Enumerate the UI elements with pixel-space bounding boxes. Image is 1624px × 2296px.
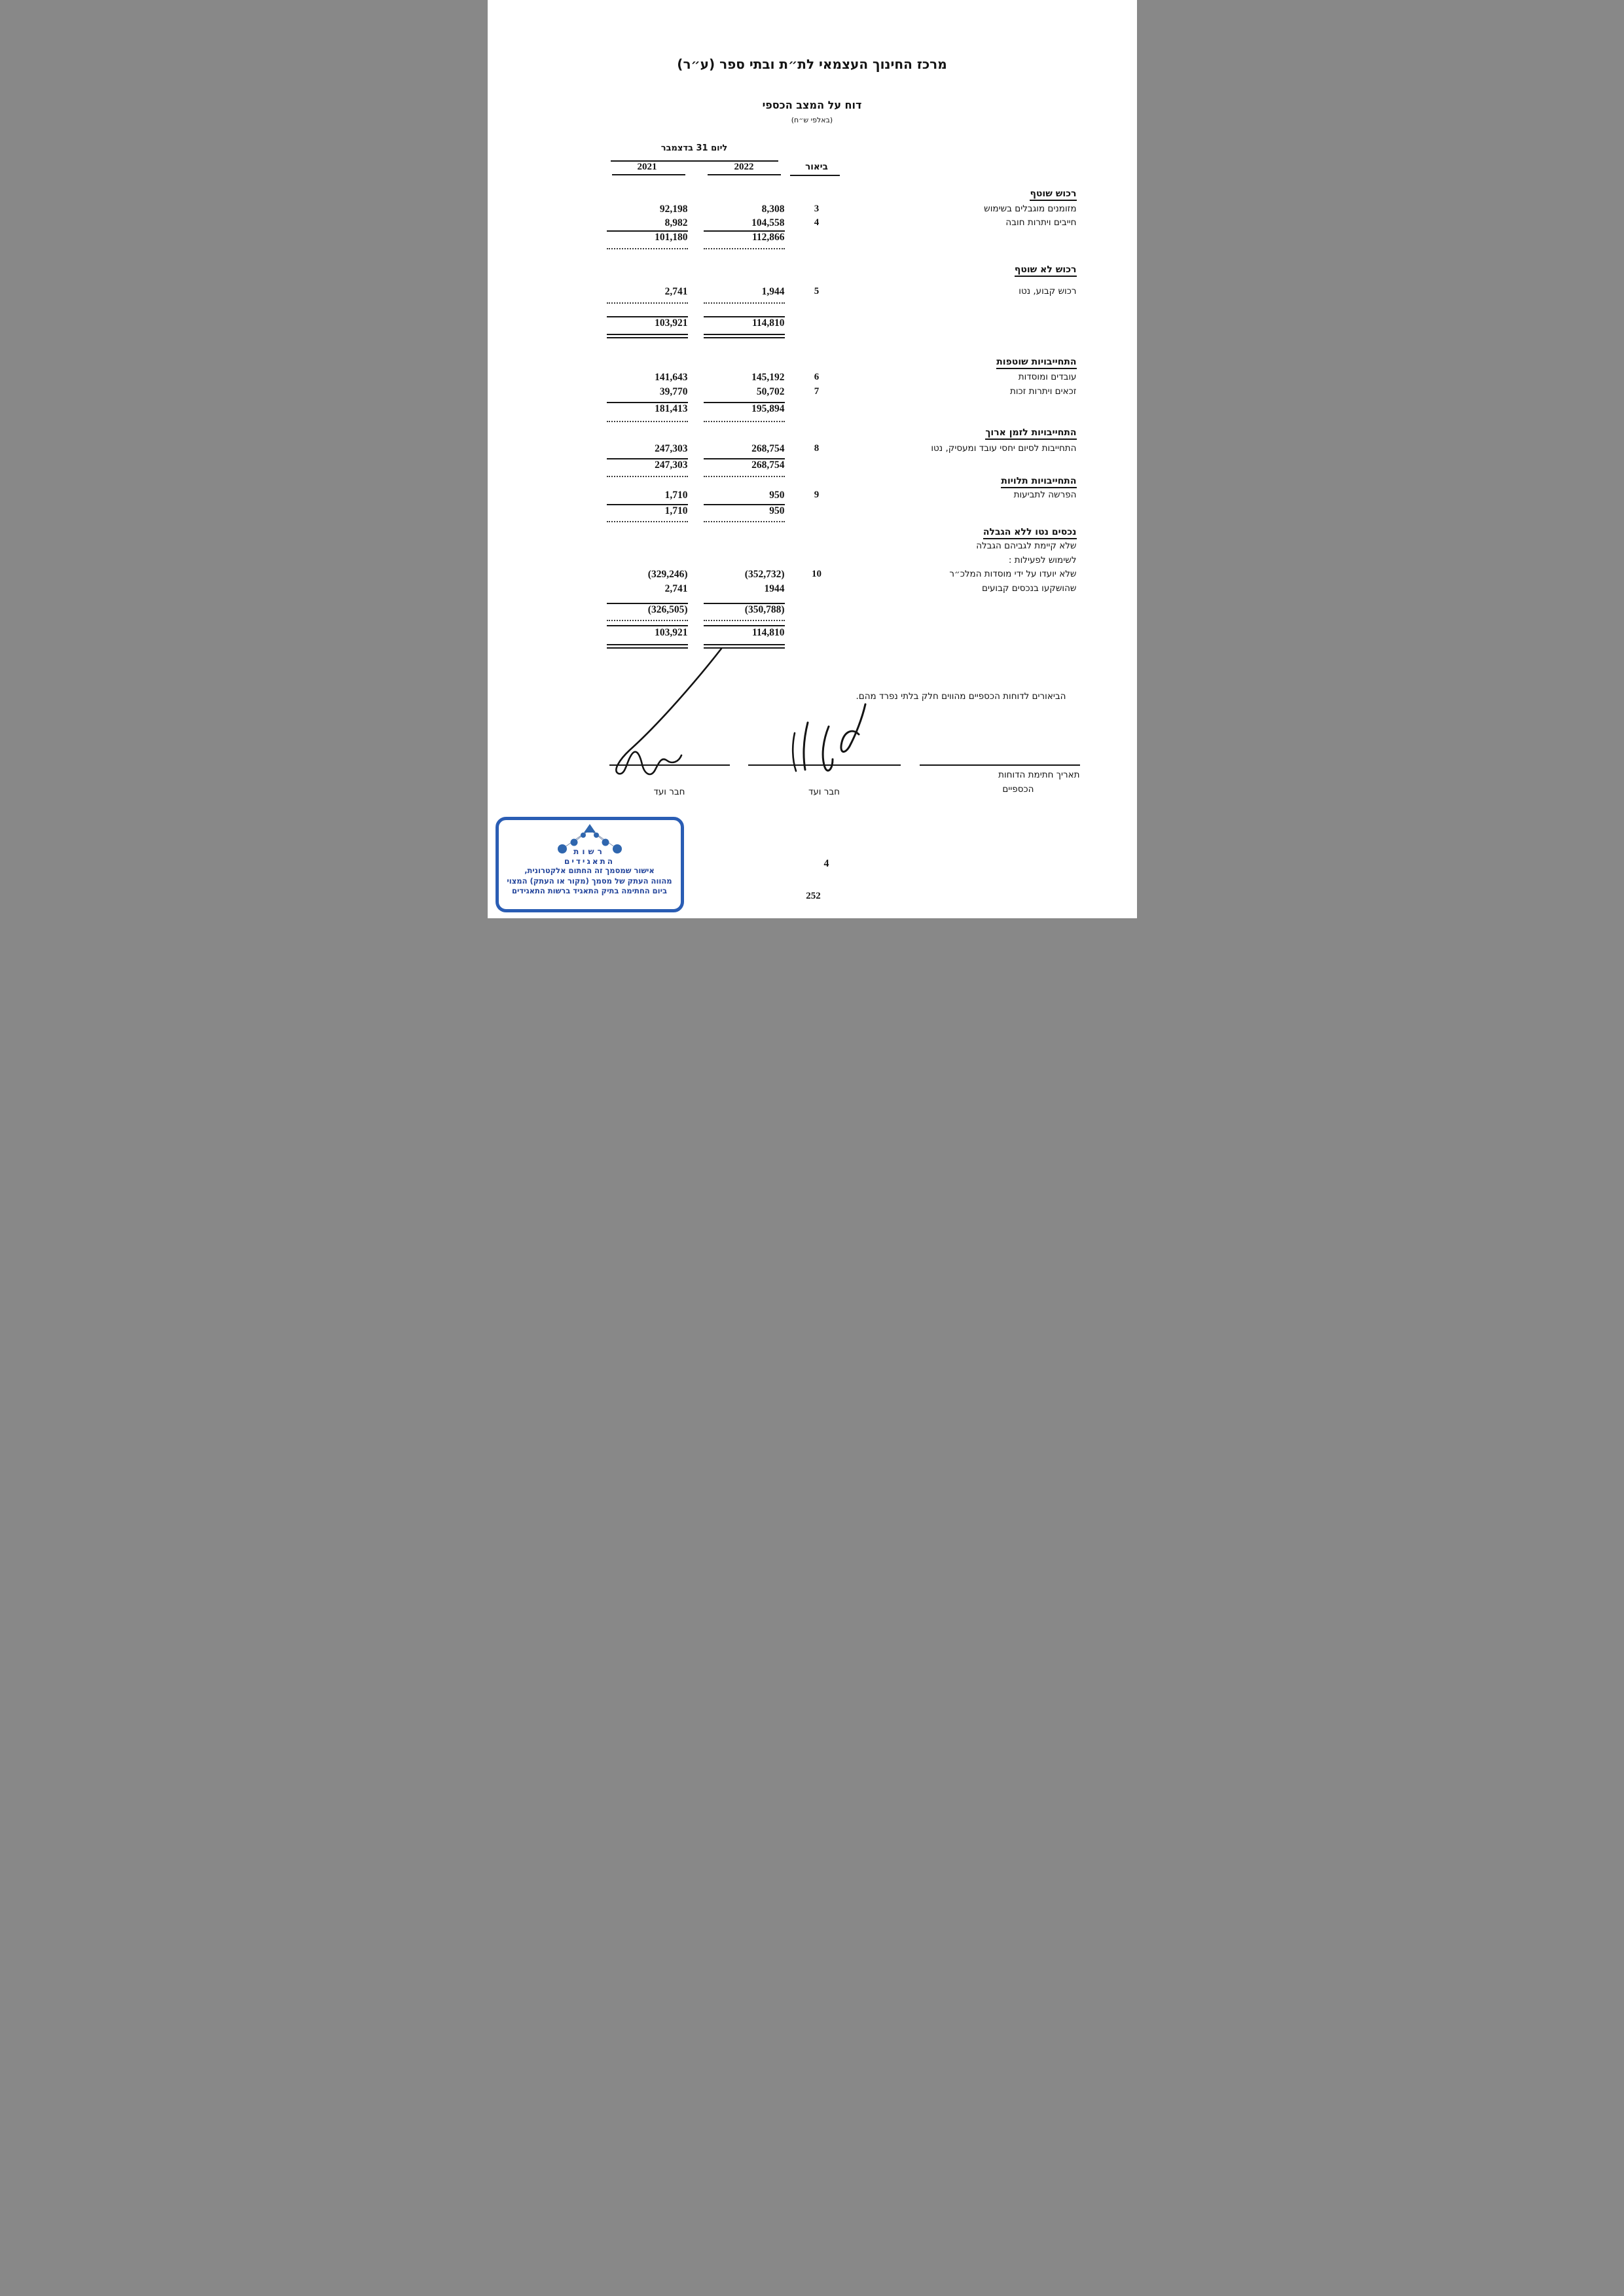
year-2021-header: 2021 xyxy=(637,162,657,172)
value-2022: (352,732) xyxy=(744,569,785,580)
value-2022: 1944 xyxy=(764,583,785,594)
table-row xyxy=(488,555,1137,569)
note-ref: 9 xyxy=(814,490,820,500)
value-2022: 268,754 xyxy=(751,443,785,454)
board-member-label-left: חבר ועד xyxy=(653,787,685,797)
value-2022: 145,192 xyxy=(751,372,785,383)
table-row xyxy=(488,490,1137,504)
signing-date-label: תאריך חתימת הדוחות xyxy=(998,770,1080,780)
value-2022: 114,810 xyxy=(751,627,785,638)
row-label: שלא קיימת לגביהם הגבלה xyxy=(976,541,1077,551)
corporations-authority-stamp xyxy=(496,817,684,912)
signature-line-left xyxy=(609,764,730,766)
row-label: הפרשה לתביעות xyxy=(1013,490,1077,500)
row-label: עובדים ומוסדות xyxy=(1018,372,1077,382)
table-row xyxy=(488,583,1137,598)
signature-scribble-left xyxy=(600,645,731,776)
note-ref: 3 xyxy=(814,204,820,214)
table-row xyxy=(488,541,1137,555)
value-2022: 1,944 xyxy=(761,286,785,297)
table-row xyxy=(488,217,1137,232)
section-header-contingent-liabilities: התחייבויות תלויות xyxy=(1001,476,1076,486)
section-header-current-liabilities: התחייבויות שוטפות xyxy=(996,357,1076,367)
table-row xyxy=(488,204,1137,218)
note-ref: 5 xyxy=(814,286,820,296)
table-row xyxy=(488,286,1137,300)
value-2021: 247,303 xyxy=(655,459,688,471)
section-header-longterm-liabilities: התחייבויות לזמן ארוך xyxy=(985,427,1076,438)
subtotal-row xyxy=(488,232,1137,246)
stamp-text-line2: מהווה העתק של מסמך (מקור או העתק) המצוי xyxy=(507,876,672,886)
section-header-net-assets: נכסים נטו ללא הגבלה xyxy=(983,527,1077,537)
signing-date-label-2: הכספיים xyxy=(1002,784,1034,795)
board-member-label-middle: חבר ועד xyxy=(808,787,840,797)
value-2021: 181,413 xyxy=(655,403,688,414)
grand-total-rule xyxy=(704,625,785,626)
value-2021: 2,741 xyxy=(664,583,688,594)
stamp-text-line3: ביום החתימה בתיק התאגיד ברשות התאגידים xyxy=(511,886,668,895)
row-label: שלא יועדו על ידי מוסדות המלכ״ר xyxy=(949,569,1077,579)
signature-scribble-middle xyxy=(766,699,910,774)
year-2022-rule xyxy=(708,174,781,175)
balance-sheet-page xyxy=(488,0,1137,918)
page-title: מרכז החינוך העצמאי לת״ת ובתי ספר (ע״ר) xyxy=(677,56,947,72)
value-2022: 50,702 xyxy=(756,386,785,397)
value-2021: 103,921 xyxy=(655,627,688,638)
dotted-rule xyxy=(607,248,688,249)
value-2021: 1,710 xyxy=(664,490,688,501)
row-label: שהושקעו בנכסים קבועים xyxy=(982,583,1077,594)
value-2021: 2,741 xyxy=(664,286,688,297)
value-2021: 92,198 xyxy=(659,204,688,215)
dotted-rule xyxy=(704,302,785,304)
authority-name-line2: התאגידים xyxy=(564,857,615,866)
dotted-rule xyxy=(607,620,688,621)
signature-line-middle xyxy=(748,764,901,766)
row-label: זכאים ויתרות זכות xyxy=(1009,386,1077,397)
report-subtitle: דוח על המצב הכספי xyxy=(762,99,862,111)
note-ref: 6 xyxy=(814,372,820,382)
table-row xyxy=(488,372,1137,386)
table-row xyxy=(488,386,1137,401)
dotted-rule xyxy=(607,476,688,477)
value-2022: 950 xyxy=(769,505,785,516)
note-ref: 10 xyxy=(812,569,821,579)
value-2021: 101,180 xyxy=(655,232,688,243)
value-2021: 247,303 xyxy=(655,443,688,454)
value-2022: 8,308 xyxy=(761,204,785,215)
value-2021: 39,770 xyxy=(659,386,688,397)
value-2021: (329,246) xyxy=(647,569,688,580)
double-rule xyxy=(607,334,688,338)
dotted-rule xyxy=(607,421,688,422)
dotted-rule xyxy=(704,248,785,249)
row-label: מזומנים מוגבלים בשימוש xyxy=(984,204,1077,214)
dotted-rule xyxy=(607,302,688,304)
value-2022: 950 xyxy=(769,490,785,501)
year-2021-rule xyxy=(612,174,685,175)
grand-total-row xyxy=(488,627,1137,641)
notes-footnote: הביאורים לדוחות הכספיים מהווים חלק בלתי נפרד מהם. xyxy=(856,691,1066,702)
section-header-current-assets: רכוש שוטף xyxy=(1030,188,1076,199)
value-2022: 114,810 xyxy=(751,317,785,329)
dotted-rule xyxy=(704,476,785,477)
signature-line-date xyxy=(920,764,1080,766)
note-header-rule xyxy=(790,175,840,176)
page-number: 4 xyxy=(823,858,829,869)
table-row xyxy=(488,569,1137,583)
row-label: חייבים ויתרות חובה xyxy=(1005,217,1077,228)
dotted-rule xyxy=(607,521,688,522)
value-2021: 8,982 xyxy=(664,217,688,228)
note-column-header: ביאור xyxy=(805,162,828,172)
section-header-noncurrent-assets: רכוש לא שוטף xyxy=(1015,264,1077,275)
value-2021: (326,505) xyxy=(647,604,688,615)
note-ref: 4 xyxy=(814,217,820,228)
subtotal-row xyxy=(488,505,1137,520)
value-2022: 195,894 xyxy=(751,403,785,414)
stamp-text-line1: אישור שמסמך זה החתום אלקטרונית, xyxy=(524,866,655,875)
dotted-rule xyxy=(704,521,785,522)
value-2022: 268,754 xyxy=(751,459,785,471)
dotted-rule xyxy=(704,620,785,621)
units-note: (באלפי ש״ח) xyxy=(791,116,833,124)
grand-total-rule xyxy=(607,625,688,626)
value-2022: 104,558 xyxy=(751,217,785,228)
value-2022: (350,788) xyxy=(744,604,785,615)
value-2021: 1,710 xyxy=(664,505,688,516)
note-ref: 8 xyxy=(814,443,820,454)
subtotal-row xyxy=(488,459,1137,474)
row-label: לשימוש לפעילות : xyxy=(1008,555,1077,565)
double-rule xyxy=(704,334,785,338)
table-row xyxy=(488,443,1137,457)
subtotal-row xyxy=(488,403,1137,418)
year-2022-header: 2022 xyxy=(734,162,754,172)
value-2021: 141,643 xyxy=(655,372,688,383)
date-column-header: ליום 31 בדצמבר xyxy=(660,143,728,153)
document-number: 252 xyxy=(806,891,821,901)
authority-name-line1: רשות xyxy=(573,847,605,856)
value-2022: 112,866 xyxy=(751,232,785,243)
total-assets-row xyxy=(488,317,1137,332)
note-ref: 7 xyxy=(814,386,820,397)
row-label: התחייבות לסיום יחסי עובד ומעסיק, נטו xyxy=(931,443,1077,454)
value-2021: 103,921 xyxy=(655,317,688,329)
subtotal-row xyxy=(488,604,1137,619)
row-label: רכוש קבוע, נטו xyxy=(1019,286,1077,296)
dotted-rule xyxy=(704,421,785,422)
